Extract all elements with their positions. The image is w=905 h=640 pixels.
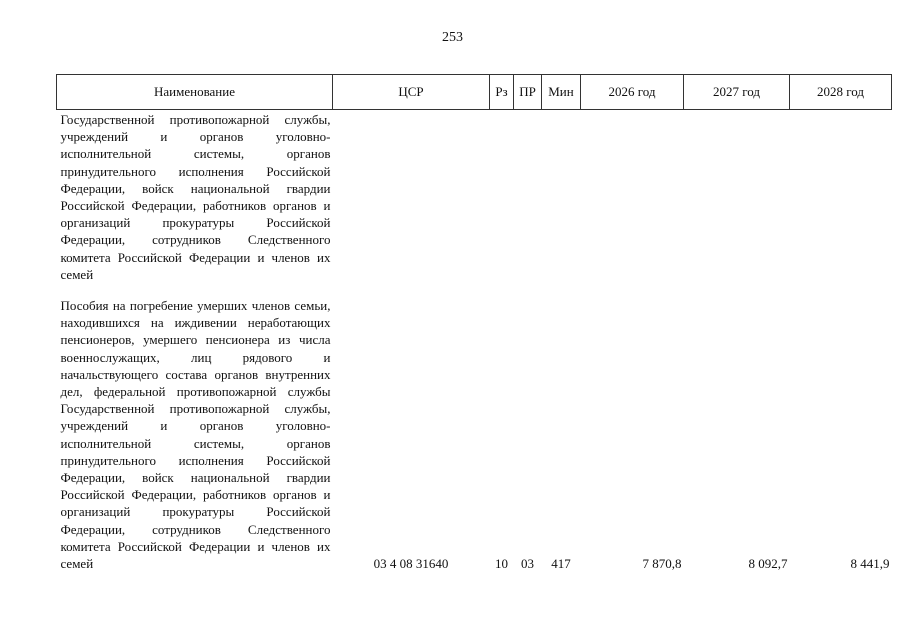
- row-year-2028: [790, 110, 892, 284]
- row-rz: [490, 110, 514, 284]
- table-row: [57, 110, 892, 284]
- header-rz: Рз: [490, 75, 514, 110]
- row-csr: 03 4 08 31640: [373, 556, 449, 572]
- row-name: Государственной противопожарной службы, учреждений и органов уголовно-исполнительной системы, органов принудительного исполнения Российской Федерации, войск национальной гвардии Российской Федерации, работников органов и организаций прокуратуры Российской Федерации, сотрудников Следственного комитета Российской Федерации и членов их семей: [60, 112, 331, 282]
- header-year-2028: 2028 год: [790, 75, 892, 110]
- row-csr: [333, 110, 490, 284]
- header-csr: ЦСР: [333, 75, 490, 110]
- header-pr: ПР: [514, 75, 542, 110]
- table-body: [57, 110, 892, 573]
- row-rz: 10: [495, 556, 508, 572]
- table-header: [57, 75, 892, 110]
- row-min: 417: [551, 556, 571, 572]
- row-year-2027: 8 092,7: [748, 556, 788, 572]
- row-name: Пособия на погребение умерших членов семьи, находившихся на иждивении неработающих пенсионеров, умершего пенсионера из числа военнослужащих, лиц рядового и начальствующего состава органов внутренних дел, федеральной противопожарной службы Государственной противопожарной службы, учреждений и органов уголовно-исполнительной системы, органов принудительного исполнения Российской Федерации, войск национальной гвардии Российской Федерации, работников органов и организаций прокуратуры Российской Федерации, сотрудников Следственного комитета Российской Федерации и членов их семей: [60, 298, 331, 572]
- header-min: Мин: [542, 75, 581, 110]
- header-year-2026: 2026 год: [581, 75, 684, 110]
- row-min: [542, 110, 581, 284]
- row-year-2028: 8 441,9: [850, 556, 890, 572]
- row-pr: [514, 110, 542, 284]
- row-year-2026: 7 870,8: [642, 556, 682, 572]
- page-number: 253: [442, 30, 463, 45]
- table-row: [57, 283, 892, 572]
- budget-table: [56, 74, 892, 572]
- header-name: Наименование: [57, 75, 333, 110]
- row-year-2027: [684, 110, 790, 284]
- table-header-row: [57, 75, 892, 110]
- row-pr: 03: [521, 556, 534, 572]
- header-year-2027: 2027 год: [684, 75, 790, 110]
- row-year-2026: [581, 110, 684, 284]
